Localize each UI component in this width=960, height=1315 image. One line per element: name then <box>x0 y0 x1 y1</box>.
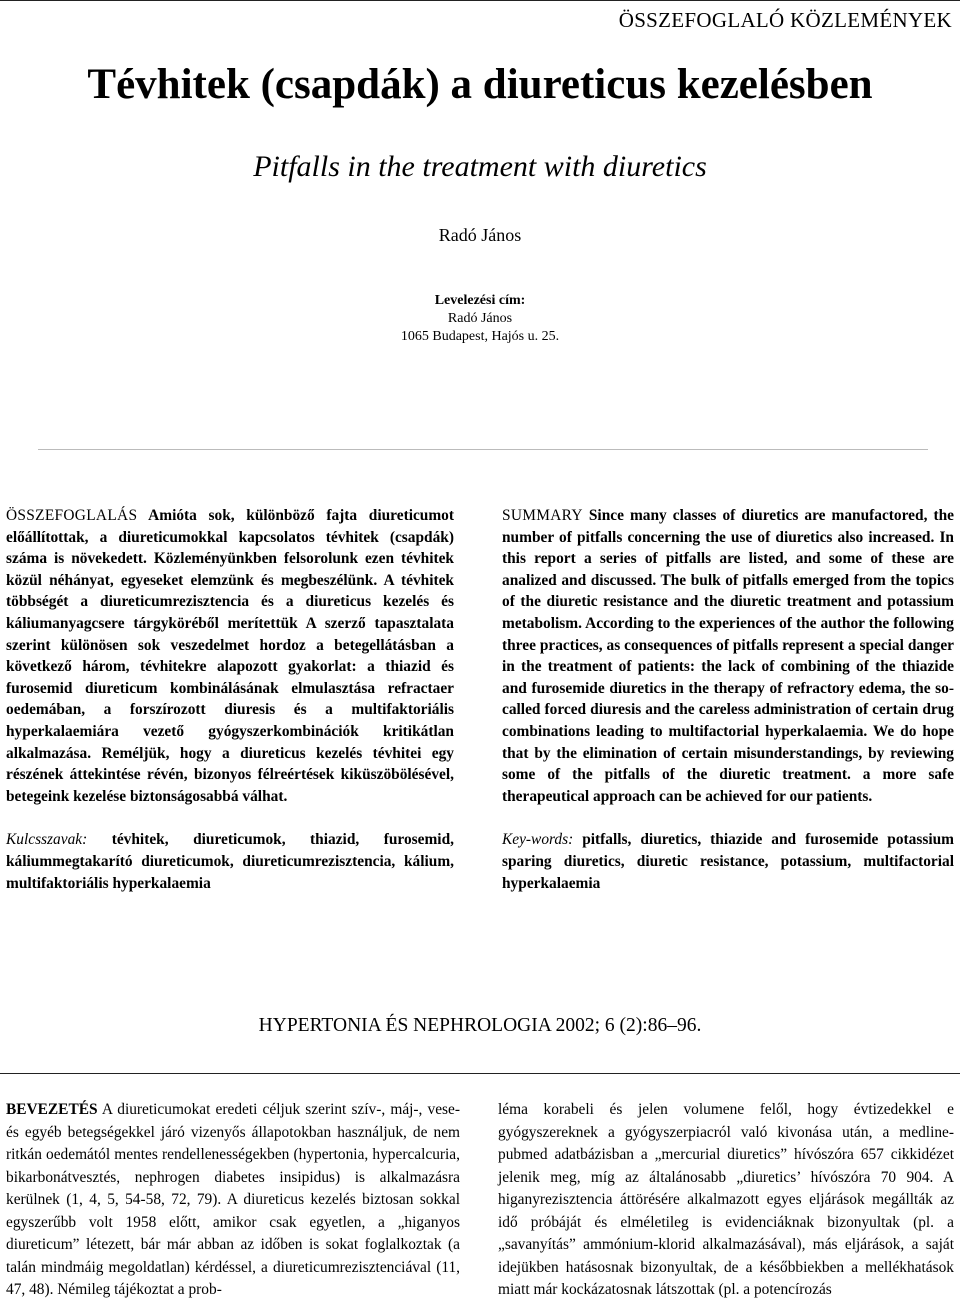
article-title: Tévhitek (csapdák) a diureticus kezelésben <box>87 61 873 108</box>
keywords-en-label: Key-words: <box>502 831 574 849</box>
correspondence-address: 1065 Budapest, Hajós u. 25. <box>400 329 560 344</box>
abstract-hu-heading: ÖSSZEFOGLALÁS <box>6 507 138 524</box>
keywords-hu: tévhitek, diureticumok, thiazid, furosemid, káliummegtakarító diureticumok, diureticumrezisztencia, kálium, multifaktoriális hyperkalaemia <box>6 831 454 892</box>
keywords-hu-label: Kulcsszavak: <box>6 831 88 849</box>
divider <box>38 449 928 450</box>
abstract-en-text: Since many classes of diuretics are manufactored, the number of pitfalls concerning the use of diuretics also increased. In this report a series of pitfalls are listed, and some of these are analized and discussed. The bulk of pitfalls emerged from the topics of the diuretic resistance and the diuretic treatment and potassium metabolism. According to the experiences of the author the following three practices, as consequences of pitfalls represent a special danger in the treatment of patients: the lack of combining of the thiazide and furosemide diuretics in the therapy of refractory edema, the so-called forced diuresis and the careless administration of certain drug combinations leading to multifactorial hyperkalaemia. We do hope that by the elimination of certain misunderstandings, by reviewing some of the pitfalls of the diuretic treatment. a more safe therapeutical approach can be achieved for our patients. <box>502 507 954 805</box>
correspondence-name: Radó János <box>447 311 513 326</box>
bottom-rule <box>0 1073 960 1074</box>
abstract-hungarian <box>6 505 454 894</box>
correspondence-label: Levelezési cím: <box>434 293 526 308</box>
intro-right-text: léma korabeli és jelen volumene felől, hogy évtizedekkel e gyógyszereknek a gyógyszerpiacról való kivonása után, a medline-pubmed adatbázisban a „mercurial diuretics” hívószóra 657 cikkidézet jelenik meg, míg az általánosabb „diuretics’ hívószóra 70 904. A higanyrezisztencia áttörésére alkalmazott egyes eljárások megállták az idő próbáját és elméletileg is evidenciáknak bizonyultak (pl. a „savanyítás” ammónium-klorid alkalmazásával), más eljárások, a saját idejükben hatásosnak bizonyultak, de a későbbiekben a mellékhatások miatt már kockázatosnak látszottak (pl. a potencírozás <box>498 1101 954 1298</box>
intro-left-text: A diureticumokat eredeti céljuk szerint szív-, máj-, vese- és egyéb betegségekkel járó vizenyős állapotokban használjuk, de nem ritkán oedemától mentes rendellenességekben (hypertonia, hypercalcuria, bikarbonátvesztés, nephrogen diabetes insipidus) is alkalmazásra kerülnek (1, 4, 5, 54-58, 72, 79). A diureticus kezelés biztosan sokkal egyszerűbb volt 1958 előtt, amikor csak egyetlen, a „higanyos diureticum” létezett, bár már abban az időben is sokat foglalkoztak (a talán mindmáig megoldatlan) kérdéssel, a diureticumrezisztenciával (11, 47, 48). Némileg tájékoztat a prob- <box>6 1101 461 1298</box>
intro-heading: BEVEZETÉS <box>6 1101 98 1118</box>
correspondence-block <box>0 292 960 346</box>
abstract-hu-text: Amióta sok, különböző fajta diureticumot előállítottak, a diureticumokkal kapcsolatos tévhitek (csapdák) száma is növekedett. Közleményünkben felsorolunk ezen tévhitek közül néhányat, egyeseket elemzünk és megbeszélünk. A tévhitek többségét a diureticumrezisztencia és a diureticus kezelés és káliumanyagcsere tárgyköréből merítettük A szerző tapasztalata szerint különösen sok veszedelmet hordoz a betegellátásban a következő három, tévhitekre alapozott gyakorlat: a thiazid és furosemid diureticum kombinálásának elmulasztása refractaer oedemában, a forszírozott diuresis és a multifaktoriális hyperkalaemiára vezető gyógyszerkombinációk kritikátlan alkalmazása. Reméljük, hogy a diureticus kezelés tévhitei egy részének áttekintése révén, bizonyos félreértések kiküszöbölésével, betegeink kezelése biztonságosabbá válhat. <box>6 507 454 805</box>
journal-reference: HYPERTONIA ÉS NEPHROLOGIA 2002; 6 (2):86–96. <box>258 1015 702 1036</box>
author: Radó János <box>438 225 522 245</box>
intro-column-right <box>498 1099 954 1302</box>
section-label: ÖSSZEFOGLALÓ KÖZLEMÉNYEK <box>618 8 952 32</box>
abstract-english <box>502 505 954 894</box>
keywords-en: pitfalls, diuretics, thiazide and furosemide potassium sparing diuretics, diuretic resistance, potassium, multifactorial hyperkalaemia <box>502 831 954 892</box>
top-rule <box>0 0 960 1</box>
abstract-en-heading: SUMMARY <box>502 507 583 524</box>
intro-column-left <box>6 1099 460 1302</box>
article-subtitle: Pitfalls in the treatment with diuretics <box>253 150 707 183</box>
